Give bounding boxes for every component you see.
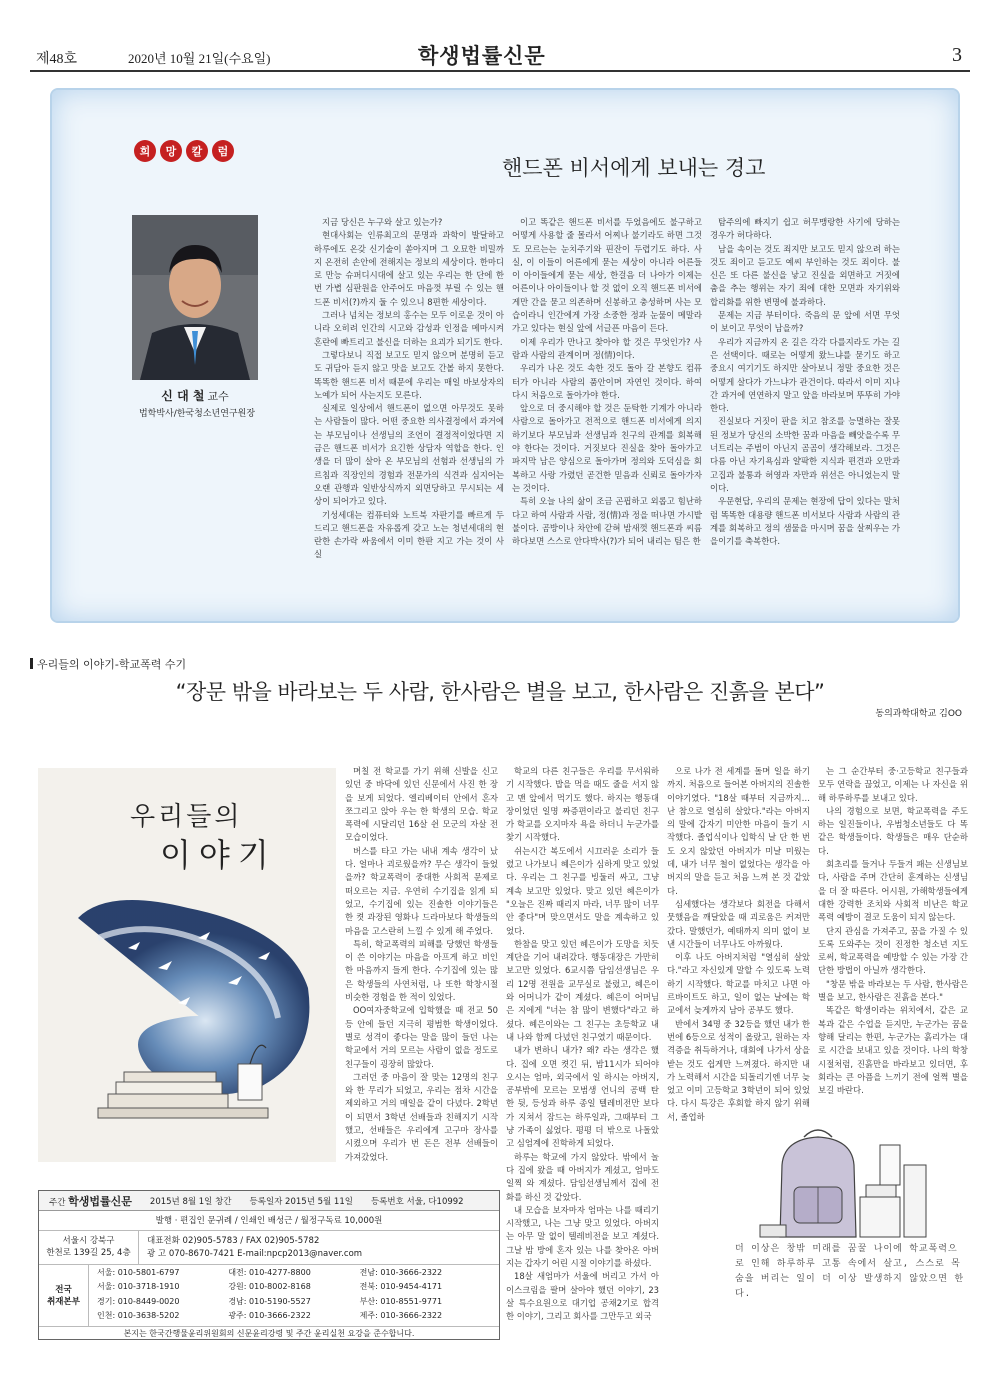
paragraph: 우문현답, 우리의 문제는 현장에 답이 있다는 말처럼 똑똑한 대용량 핸드폰 비서보다 사람과 사람의 관계를 회복하고 정의 샘물을 마시며 꿈을 살찌우는 가을이기를 축복한다. [710, 496, 900, 547]
paragraph: 반에서 34명 중 32등을 했던 내가 한 번에 6등으로 성적이 올랐고, 원하는 자격증을 취득하거나, 대회에 나가서 상을 받는 것도 쉽게만 느껴졌다. 하지만 내가 노력해서 시간을 되돌리기엔 너무 늦었고 이미 고등학교 3학년이 되어 있었다. 다시 특강은 후회할 하지 않기 위해서, 졸업하 [667, 1018, 810, 1122]
paper-title: 주간 학생법률신문 [49, 1194, 132, 1208]
paragraph: 한참을 맞고 있던 혜은이가 도망을 치듯 계단을 기어 내려갔다. 행동대장은 가만히 보고만 있었다. 6교시쯤 담임선생님은 우리 12명 전원을 교무실로 불렀고, 혜은이와 어머니가 같이 계셨다. 혜은이 어머님은 지에게 "너는 참 많이 변했다"라고 하셨다. 혜은이와는 그 친구는 초등학교 내내 나와 함께 다녔던 친구였기 때문이다. [506, 938, 659, 1042]
founded-date: 2015년 8월 1일 창간 [149, 1196, 232, 1207]
paragraph: 실제로 일상에서 핸드폰이 없으면 아무것도 못하는 사람들이 많다. 어떤 중요한 의사결정에서 과거에는 부모님이나 선생님의 조언이 결정적이었다면 지금은 핸드폰 비서가 요긴한 상담자 역할을 한다. 인생을 더 많이 살아 온 부모님의 선험과 선생님의 가르침과 직장인의 경험과 전문가의 식견과 심지어는 오랜 관행과 일반상식까지 외면당하고 무시되는 세상이 되어가고 있다. [314, 403, 504, 507]
paragraph: 그러나 넘치는 정보의 홍수는 모두 이로운 것이 아니라 오히려 인간의 시고와 감성과 인정을 메마시켜 혼란에 빠트리고 불신을 더하는 요괴가 되기도 한다. [314, 310, 504, 347]
story-text-4 [818, 765, 968, 1096]
paragraph: OO여자중학교에 입학했을 때 전교 50등 안에 들던 지극히 평범한 학생이었다. 별로 성격이 좋다는 말을 많이 들던 나는 학교에서 거의 모르는 사람이 없을 정도로 친구들이 굉장히 많았다. [345, 1005, 498, 1069]
story-byline: 동의과학대학교 김OO [875, 709, 962, 719]
badge-char: 럼 [212, 140, 234, 162]
paper-logo: 학생법률신문 [418, 44, 546, 68]
bureau-contact: 서울: 010-3718-1910 [97, 1282, 180, 1292]
story-text-2 [506, 765, 659, 1345]
page-number: 3 [952, 44, 962, 66]
paragraph: 으로 나가 전 세계를 돌며 일을 하기까지. 처음으로 들어본 아버지의 진솔한 이야기였다. "18살 때부터 지금까지… 난 참으로 열심히 살았다."라는 아버지의 말에 갑자기 미안한 마음이 들기 시작했다. 졸업식이나 입학식 날 단 한 번도 오지 않았던 아버지가 미날 미웠는데, 내가 너무 철이 없었다는 생각을 아버지의 말을 듣고 처음 느껴 본 것 같았다. [667, 766, 810, 896]
paragraph: 며칠 전 학교를 가기 위해 신발을 신고 있던 중 바닥에 있던 신문에서 사진 한 장을 보게 되었다. 엘리베이터 안에서 혼자 쪼그리고 앉아 우는 한 학생의 모습. 학교폭력에 시달리던 16살 쉰 모군의 자살 전 모습이었다. [345, 766, 498, 843]
badge-char: 망 [160, 140, 182, 162]
registration-number: 등록번호 서울, 다10992 [370, 1196, 464, 1207]
illustration-caption: 더 이상은 창밖 미래를 꿈꿀 나이에 학교폭력으로 인해 하루하루 고통 속에서 살고, 스스로 목숨을 버리는 일이 더 이상 발생하지 않았으면 한다. [735, 1244, 965, 1299]
bureau-contact: 강원: 010-8002-8168 [228, 1282, 311, 1292]
paragraph: 이고 똑같은 핸드폰 비서를 두었음에도 불구하고 어떻게 사용할 줄 몰라서 어찌나 불기라도 하면 그것도 모르는는 눈치주기와 핀잔이 두렵기도 하다. 사실, 이 이들이 어른에게 묻는 세상이 아니라 어른들이 아이들에게 묻는 세상, 한걸음 더 나아가 이제는 어른이나 아이들이나 할 것 없이 오직 핸드폰 비서에게만 간을 묻고 의존하며 신봉하고 충성하며 사는 모습이라니 인간에게 가장 소중한 정과 눈물이 메말라 가고 있다는 현실 앞에 서글픈 마음이 든다. [512, 217, 702, 334]
info-header-row [39, 1191, 499, 1211]
paragraph: 18살 새엄마가 서울에 버리고 가서 아이스크림을 팔며 살아야 했던 이야기, 23살 특수요원으로 대기업 공채2기로 합격한 이야기, 그리고 회사를 그만두고 외국 [506, 1271, 659, 1322]
bureau-contact: 서울: 010-5801-6797 [97, 1268, 180, 1277]
paragraph: 심세했다는 생각보다 회전을 다해서 뭇했음을 깨달았을 때 괴로움은 커져만 갔다. 말했던가, 예태까지 의미 없이 보낸 시간들이 너무나도 아까웠다. [667, 898, 810, 949]
column-title: 핸드폰 비서에게 보내는 경고 [502, 156, 766, 180]
author-affiliation: 법학박사/한국청소년연구원장 [138, 409, 256, 419]
contacts [139, 1231, 370, 1264]
paragraph: 우리가 나온 것도 속한 것도 돌아 갈 본향도 컴퓨터가 아니라 사람의 품안이며 자연인 것이다. 하여 다시 처음으로 돌아가야 한다. [512, 363, 702, 400]
ethics-note: 본지는 한국간행물윤리위원회의 신문윤리강령 및 주간 윤리실천 요강을 준수합니다. [123, 1329, 415, 1338]
masthead [30, 38, 970, 72]
address-row [39, 1231, 499, 1265]
paragraph: 기성세대는 컴퓨터와 노트북 자판기를 빠르게 두드리고 핸드폰을 자유롭게 갖고 노는 청년세대의 현란한 손가락 싸움에서 이미 한판 지고 가는 것이 사실 [314, 509, 504, 560]
paragraph: 나의 경험으로 보면, 학교폭력을 주도하는 일진들이나, 우범청소년들도 다 똑같은 학생들이다. 학생들은 매우 단순하다. [818, 805, 968, 856]
paragraph: 현대사회는 인류최고의 문명과 과학이 발달하고 하루에도 온갖 신기술이 쏟아지며 그 오묘한 비밀까지 온전히 손안에 전해지는 정보의 세상이다. 한마디로 만능 슈퍼디시대에 살고 있는 우리는 한 단에 한번 가볍 심판원을 안주어도 마음껏 부릴 수 있는 핸드폰 비서(?)까지 둘 수 있으니 8편한 세상이다. [314, 230, 504, 307]
story-text-1 [345, 765, 498, 1165]
paragraph: 우리가 지금까지 온 길은 각각 다를지라도 가는 길은 선택이다. 때로는 어떻게 왔느냐를 묻기도 하고 중요시 여기기도 하지만 살아보니 정말 중요한 것은 어떻게 살다가 가느냐가 관건이다. 따라서 이미 지나간 과거에 연연하지 말고 앞을 바라보며 뚜뚜히 가야한다. [710, 336, 900, 414]
registered-date: 등록일자 2015년 5월 11일 [249, 1196, 353, 1207]
paragraph: 이제 우리가 만나고 찾아야 할 것은 무엇인가? 사람과 사람의 관계이며 정(情)이다. [512, 336, 702, 360]
cover-title: 우리들의 이야기 [130, 802, 277, 874]
paragraph: 그러던 중 마음이 잘 맞는 12명의 친구와 한 무리가 되었고, 우리는 점차 시간을 제외하고 거의 매일을 같이 다녔다. 2학년이 되면서 3학년 선배들과 친해지기 시작했고, 선배들은 우리에게 고구마 장사를 시켰으며 우리가 번 돈은 전부 선배들이 가져갔었다. [345, 1071, 498, 1162]
column-badge [134, 140, 234, 162]
address: 서울시 강북구 한천로 139길 25, 4층 [39, 1231, 139, 1264]
bureau-contact: 전남: 010-3666-2322 [359, 1268, 443, 1277]
bureau-contacts [89, 1265, 499, 1326]
paragraph: 똑같은 학생이라는 위치에서, 같은 교복과 같은 수업을 듣지만, 누군가는 꿈을 향해 달리는 한편, 누군가는 흙리가는 대로 시간을 보내고 있을 것이다. 나의 학창시절처럼, 진흙만을 바라보고 있더면, 후회라는 큰 아픔을 느끼기 전에 얼쩍 별을 보길 바란다. [818, 1005, 968, 1096]
bureau-contact: 광주: 010-3666-2322 [228, 1310, 311, 1320]
column-text-3 [710, 216, 900, 616]
bureau-contact: 전북: 010-9454-4171 [359, 1282, 443, 1292]
issue-date: 2020년 10월 21일(수요일) [128, 51, 271, 66]
issue-number: 제48호 [36, 52, 78, 67]
author-name: 신 대 철 교수 [161, 389, 229, 403]
story-text-3 [667, 765, 810, 1122]
bureau-row [39, 1265, 499, 1327]
bureau-contact: 경남: 010-5190-5527 [228, 1296, 311, 1306]
badge-char: 칼 [186, 140, 208, 162]
paragraph: 하루는 학교에 가지 않았다. 밖에서 놀다 집에 왔을 때 아버지가 계셨고, 엄마도 일찍 와 계셨다. 담임선생님께서 집에 전화를 하신 것 같았다. [506, 1151, 659, 1202]
hope-column-box [50, 88, 960, 623]
section-label: 우리들의 이야기-학교폭력 수기 [30, 656, 186, 672]
publication-info-box [38, 1190, 500, 1340]
paragraph: 앞으로 더 중시해야 할 것은 둔탁한 기계가 아니라 사람으로 돌아가고 전적으로 핸드폰 비서에게 의지하기보다 부모님과 선생님과 친구의 관계를 회복해야 한다는 것이다. 거짓보다 진실을 찾아 돌아가고 파지막 남은 양심으로 돌아가며 정의와 도덕심을 회복하고 사랑 가렸던 곧건한 믿음과 신뢰로 돌아가자는 것이다. [512, 403, 702, 493]
paragraph: 는 그 순간부터 중·고등학교 친구들과 모두 연락을 끊었고, 이제는 나 자신을 위해 하루하루를 보내고 있다. [818, 766, 968, 803]
column-text-2 [512, 216, 702, 616]
book-cover-image [38, 768, 336, 1162]
badge-char: 희 [134, 140, 156, 162]
publisher-line: 발행 · 편집인 문귀례 / 인쇄인 배성근 / 월정구독료 10,000원 [39, 1211, 499, 1231]
paragraph: 회초리를 들거나 두들겨 패는 신생님보다, 사람을 주며 간단히 훈계하는 신생님을 더 잘 따른다. 어시원, 가해학생들에게 대한 강력한 조치와 사회적 비난은 학교폭력 예방이 결코 도움이 되지 않는다. [818, 859, 968, 923]
paragraph: 버스를 타고 가는 내내 계속 생각이 났다. 얼마나 괴로웠을까? 무슨 생각이 들었을까? 학교폭력이 중대한 사회적 문제로 떠오르는 지금. 우연히 수기집을 읽게 되었고, 수기집에 있는 진솔한 이야기들은 한 켯 과장된 영화나 드라마보다 학생들의 마음을 고스란히 느낄 수 있게 해 주었다. [345, 845, 498, 936]
bureau-contact: 인천: 010-3638-5202 [97, 1310, 180, 1320]
paragraph: 그렇다보니 직접 보고도 믿지 않으며 분명히 듣고도 귀담아 듣지 않고 맛을 보고도 간볼 하지 못한다. 똑똑한 핸드폰 비서 때문에 우리는 매일 바보상자의 노예가 되어 사는지도 모른다. [314, 349, 504, 400]
paragraph: 학교의 다른 친구들은 우리를 무서워하기 시작했다. 밥을 먹을 때도 줄을 서지 않고 맨 앞에서 먹기도 했다. 하지는 행동대장이었던 일명 짜증편이라고 불리던 친구가 학교를 오지마자 욕을 하더니 누군가를 찾기 시작했다. [506, 766, 659, 843]
paragraph: 이후 나도 아버지처럼 "열심히 살았다."라고 자신있게 말할 수 있도록 노력하기 시작했다. 학교를 마치고 나면 아르바이트도 하고, 일이 없는 날에는 학교에서 늦게까지 남아 공부도 했다. [667, 952, 810, 1016]
story-headline: “장문 밖을 바라보는 두 사람, 한사람은 별을 보고, 한사람은 진흙을 본다” [175, 680, 825, 704]
bureau-contact: 제주: 010-3666-2322 [359, 1310, 443, 1320]
bureau-label: 전국 취재본부 [39, 1265, 89, 1326]
paragraph: 단지 관심을 가져주고, 꿈을 가질 수 있도록 도와주는 것이 진정한 청소년 지도로써, 학교폭력을 예방할 수 있는 가장 간단한 방법이 아닐까 생각한다. [818, 925, 968, 976]
paragraph: 문제는 지금 부터이다. 죽음의 문 앞에 서면 무엇이 보이고 무엇이 남을까? [710, 310, 900, 334]
bureau-contact: 대전: 010-4277-8800 [228, 1268, 311, 1277]
bureau-contact: 부산: 010-8551-9771 [359, 1296, 443, 1306]
author-photo [132, 215, 258, 380]
paragraph: 쉬는시간 복도에서 시끄러운 소리가 들렸고 나가보니 혜은이가 심하게 맞고 있었다. 우리는 그 친구를 빙둘러 싸고, 그냥 계속 보고만 있었다. 맞고 있던 혜은이가 "오늘은 진짜 때리지 마라, 너무 많이 너무 안 좋다"며 맞으면서도 말을 계속하고 있었다. [506, 845, 659, 936]
column-text-1 [314, 216, 504, 616]
paragraph: 남을 속이는 것도 죄지만 보고도 믿지 않으려 하는 것도 죄이고 듣고도 예씨 부인하는 것도 죄이다. 불신은 또 다른 불신을 낳고 진실을 외면하고 거짓에 춤을 추는 행위는 자기 죄에 대한 모면과 자기위와 합리화를 위한 변명에 불과하다. [710, 243, 900, 307]
paragraph: 특히 오늘 나의 삶이 조금 곤핍하고 외롭고 힘난하다고 하여 사람과 사람, 정(情)과 정을 떠나면 가시밭 불이다. 곰방이나 차안에 갇혀 밤새껏 핸드폰과 씨름하다보면 스스로 안다박사(?)가 되어 내리는 팀은 한 [512, 496, 702, 547]
paragraph: "창문 밖을 바라보는 두 사람, 한사람은 별을 보고, 한사람은 진흙을 본다." [818, 978, 968, 1003]
paragraph: 내가 변하니 내가? 왜? 라는 생각은 했다. 집에 오면 켯긴 뒤, 밤11시가 되어야 오시는 엄마, 외국에서 일 하시는 아버지, 공부밖에 모르는 모범생 언니의 공백 탄 한 뒷, 등성과 하루 종일 텔레비전만 보다가 지쳐서 잠드는 하루일과, 그때부터 그냥 가족이 싫었다. 평평 더 밖으로 나돌았고 심엄계에 진학하게 되었다. [506, 1045, 659, 1149]
paragraph: 진실보다 거짓이 판을 치고 참조를 능멸하는 잘못된 정보가 당신의 소박한 꿈과 마음을 빼앗을수록 무너트리는 주범이 아닌지 곰곰이 생각해보라. 그것은 다름 아닌 자기욕심과 얄팍한 지식과 편견과 오만과 고집과 불통과 허영과 자만과 위선은 아니었는지 말이다. [710, 416, 900, 493]
phone-line: 대표전화 02)905-5783 / FAX 02)905-5782 [147, 1236, 320, 1246]
paragraph: 탐주의에 빠지기 쉽고 허무맹랑한 사기에 당하는 경우가 허다하다. [710, 217, 900, 241]
ad-line: 광 고 070-8670-7421 E-mail:npcp2013@naver.com [147, 1249, 363, 1259]
paragraph: 내 모습을 보자마자 엄마는 나를 때리기 시작했고, 나는 그냥 맞고 있었다. 아버지는 아무 말 없이 텔레비전을 보고 계셨다. 그날 밤 방에 혼자 있는 나를 찾아온 아버지는 갑자기 어린 시절 이야기를 하셨다. [506, 1204, 659, 1268]
bureau-contact: 경기: 010-8449-0020 [97, 1296, 180, 1306]
paragraph: 지금 당신은 누구와 살고 있는가? [322, 217, 443, 227]
paragraph: 특히, 학교폭력의 피해를 당했던 학생들이 쓴 이야기는 마음을 아프게 하고 비인한 마음까지 들게 한다. 수기집에 있는 많은 학생들의 사연처럼, 나 또한 학창시절 비슷한 경험을 한 적이 있었다. [345, 938, 498, 1003]
